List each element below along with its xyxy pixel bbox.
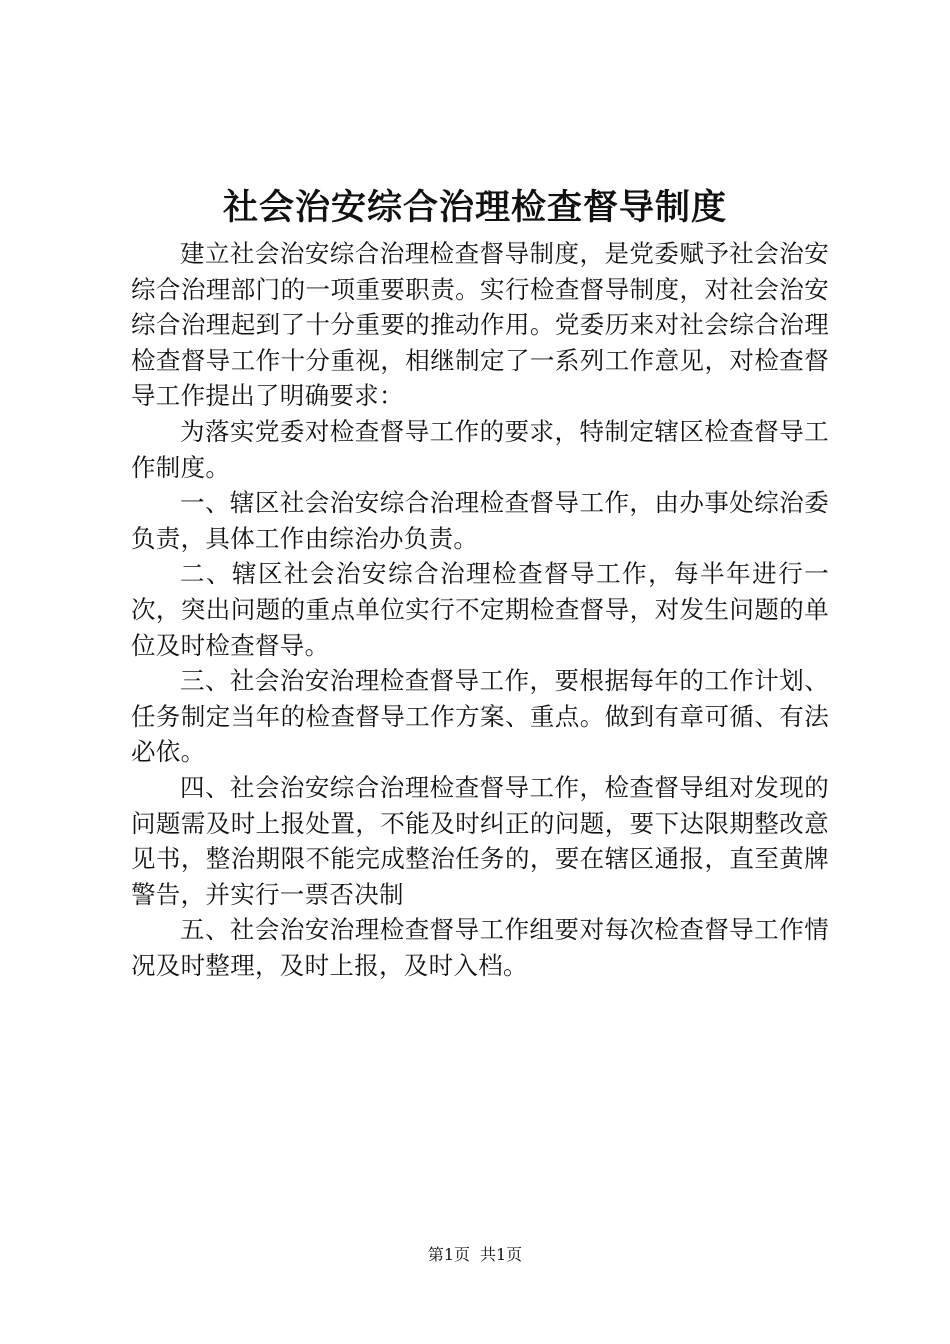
page-number: 第1页 <box>427 1245 470 1264</box>
paragraph-item-5: 五、社会治安治理检查督导工作组要对每次检查督导工作情况及时整理，及时上报，及时入档。 <box>131 915 829 980</box>
paragraph-item-2: 二、辖区社会治安综合治理检查督导工作，每半年进行一次，突出问题的重点单位实行不定期检查督导，对发生问题的单位及时检查督导。 <box>131 559 829 660</box>
page-total: 共1页 <box>480 1245 523 1264</box>
paragraph-item-4: 四、社会治安综合治理检查督导工作，检查督导组对发现的问题需及时上报处置，不能及时纠正的问题，要下达限期整改意见书，整治期限不能完成整治任务的，要在辖区通报，直至黄牌警告，并实行一票否决制 <box>131 772 829 909</box>
paragraph-item-3: 三、社会治安治理检查督导工作，要根据每年的工作计划、任务制定当年的检查督导工作方案、重点。做到有章可循、有法必依。 <box>131 666 829 767</box>
paragraph-purpose: 为落实党委对检查督导工作的要求，特制定辖区检查督导工作制度。 <box>131 416 829 482</box>
document-title: 社会治安综合治理检查督导制度 <box>222 187 727 228</box>
document-body <box>131 236 829 983</box>
page-footer <box>0 1243 950 1267</box>
paragraph-intro: 建立社会治安综合治理检查督导制度，是党委赋予社会治安综合治理部门的一项重要职责。实行检查督导制度，对社会治安综合治理起到了十分重要的推动作用。党委历来对社会综合治理检查督导工作十分重视，相继制定了一系列工作意见，对检查督导工作提出了明确要求： <box>131 239 829 411</box>
paragraph-item-1: 一、辖区社会治安综合治理检查督导工作，由办事处综治委负责，具体工作由综治办负责。 <box>131 488 829 553</box>
